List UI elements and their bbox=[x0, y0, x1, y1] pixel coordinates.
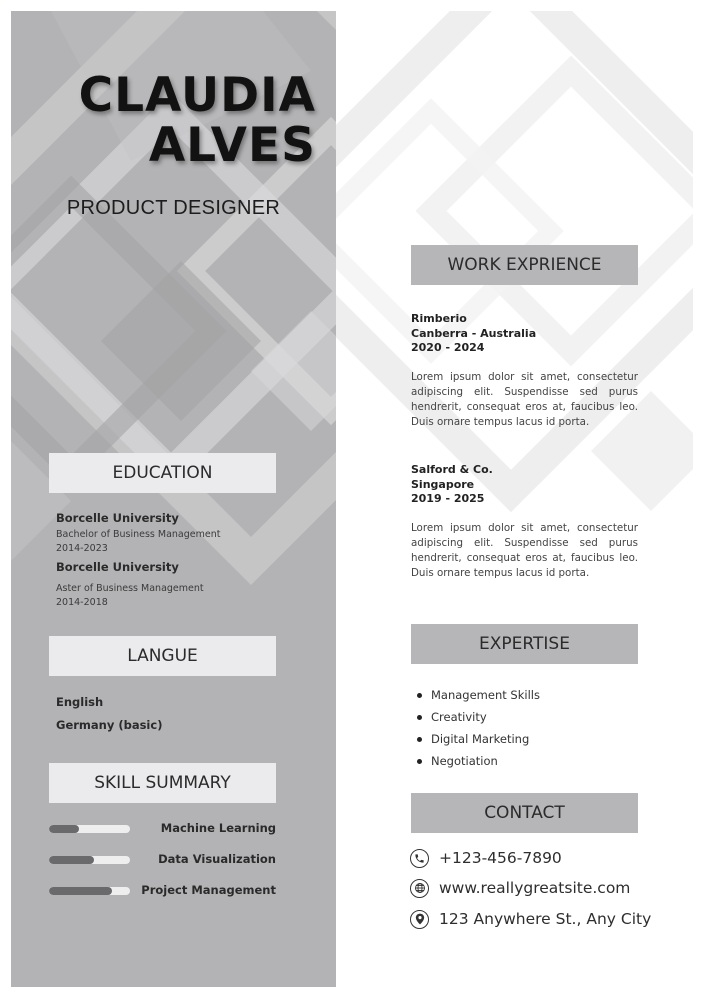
work-item bbox=[411, 463, 638, 581]
language-item: English bbox=[56, 695, 104, 709]
education-school: Borcelle University bbox=[56, 511, 179, 525]
work-years: 2020 - 2024 bbox=[411, 341, 485, 354]
education-degree: Bachelor of Business Management bbox=[56, 529, 221, 540]
name-last: ALVES bbox=[148, 118, 316, 173]
skill-summary-heading: SKILL SUMMARY bbox=[49, 763, 276, 803]
expertise-item: Digital Marketing bbox=[431, 728, 540, 750]
contact-phone bbox=[410, 847, 562, 869]
education-years: 2014-2023 bbox=[56, 543, 108, 554]
work-description: Lorem ipsum dolor sit amet, consectetur adipiscing elit. Suspendisse sed purus hendrerit, consequat eros at, faucibus leo. Duis ornare tempus lacus id porta. bbox=[411, 370, 638, 428]
work-experience-heading: WORK EXPRIENCE bbox=[411, 245, 638, 285]
work-years: 2019 - 2025 bbox=[411, 492, 485, 505]
location-pin-icon bbox=[410, 910, 429, 929]
job-title: PRODUCT DESIGNER bbox=[66, 197, 281, 219]
resume-page bbox=[11, 11, 693, 987]
language-item: Germany (basic) bbox=[56, 718, 163, 732]
skill-bar-track bbox=[49, 856, 130, 864]
work-description: Lorem ipsum dolor sit amet, consectetur adipiscing elit. Suspendisse sed purus hendrerit, consequat eros at, faucibus leo. Duis ornare tempus lacus id porta. bbox=[411, 521, 638, 579]
skill-row bbox=[49, 852, 276, 866]
skill-row bbox=[49, 821, 276, 835]
skill-row bbox=[49, 883, 276, 897]
name-first: CLAUDIA bbox=[78, 68, 316, 123]
address-text: 123 Anywhere St., Any City bbox=[439, 910, 652, 928]
expertise-heading: EXPERTISE bbox=[411, 624, 638, 664]
work-company: Salford & Co. bbox=[411, 463, 493, 476]
langue-heading: LANGUE bbox=[49, 636, 276, 676]
skill-bar-fill bbox=[49, 856, 94, 864]
globe-icon bbox=[410, 879, 429, 898]
work-location: Singapore bbox=[411, 477, 475, 491]
education-list bbox=[56, 511, 296, 610]
education-item bbox=[56, 511, 296, 556]
expertise-item: Negotiation bbox=[431, 750, 540, 772]
skill-bar-fill bbox=[49, 887, 112, 895]
education-degree: Aster of Business Management bbox=[56, 583, 204, 594]
expertise-list bbox=[431, 684, 540, 772]
work-company: Rimberio bbox=[411, 312, 467, 325]
candidate-name bbox=[11, 68, 316, 173]
contact-address bbox=[410, 908, 651, 930]
skill-bar-fill bbox=[49, 825, 79, 833]
website-link[interactable]: www.reallygreatsite.com bbox=[439, 879, 631, 897]
contact-heading: CONTACT bbox=[411, 793, 638, 833]
work-item bbox=[411, 312, 638, 430]
contact-website bbox=[410, 877, 630, 899]
work-location: Canberra - Australia bbox=[411, 326, 537, 340]
expertise-item: Management Skills bbox=[431, 684, 540, 706]
education-school: Borcelle University bbox=[56, 560, 179, 574]
phone-number[interactable]: +123-456-7890 bbox=[439, 849, 562, 867]
skill-label: Machine Learning bbox=[160, 821, 276, 835]
skill-label: Data Visualization bbox=[158, 852, 276, 866]
skill-bar-track bbox=[49, 825, 130, 833]
expertise-item: Creativity bbox=[431, 706, 540, 728]
skill-bar-track bbox=[49, 887, 130, 895]
education-years: 2014-2018 bbox=[56, 597, 108, 608]
education-item bbox=[56, 560, 296, 610]
education-heading: EDUCATION bbox=[49, 453, 276, 493]
phone-icon bbox=[410, 849, 429, 868]
skill-label: Project Management bbox=[141, 883, 276, 897]
